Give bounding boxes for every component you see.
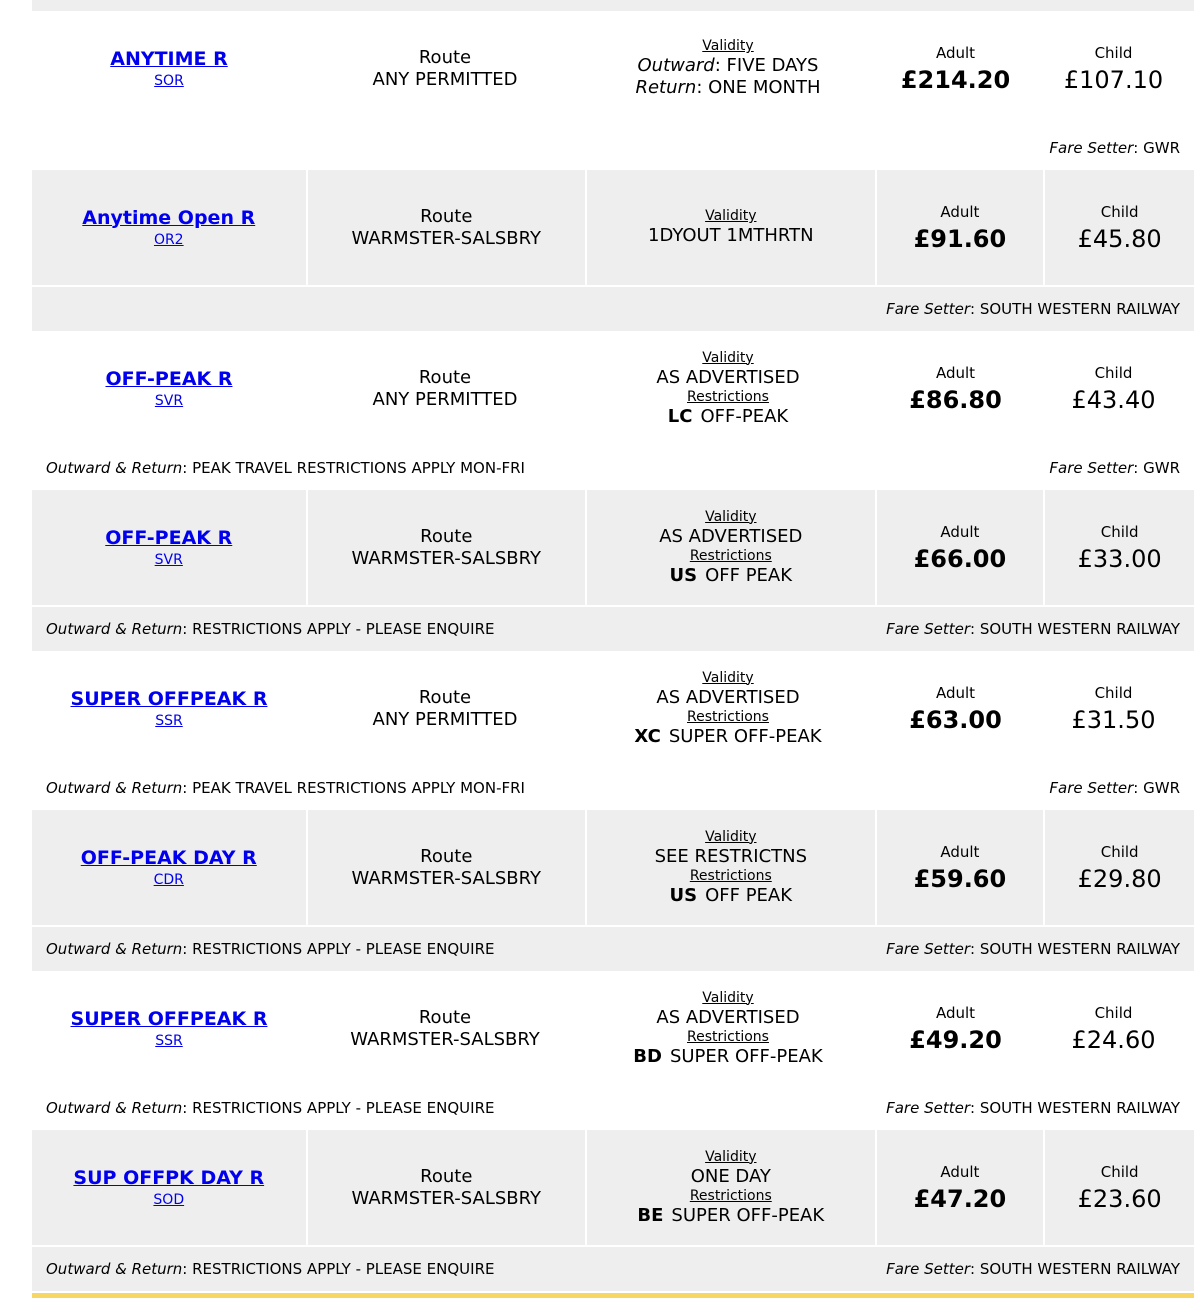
- restriction-code: US: [669, 884, 698, 906]
- fare-setter-label: Fare Setter: [1049, 459, 1134, 477]
- restrictions-label[interactable]: Restrictions: [689, 1187, 772, 1204]
- fare-name-cell: [32, 651, 306, 766]
- child-label: Child: [1094, 1003, 1133, 1022]
- restriction-code: US: [669, 564, 698, 586]
- bottom-bar: [32, 1293, 1194, 1298]
- restrictions-label[interactable]: Restrictions: [687, 388, 769, 405]
- child-price-cell: [1039, 971, 1188, 1086]
- return-value: ONE MONTH: [708, 77, 821, 98]
- adult-label: Adult: [940, 842, 980, 861]
- adult-price: £86.80: [909, 385, 1002, 414]
- route-label: Route: [418, 366, 472, 388]
- restriction: [634, 726, 821, 748]
- note-value: RESTRICTIONS APPLY - PLEASE ENQUIRE: [192, 1099, 495, 1117]
- adult-price: £63.00: [909, 705, 1002, 734]
- child-price-cell: [1043, 490, 1194, 605]
- fare-setter: Fare Setter: SOUTH WESTERN RAILWAY: [886, 300, 1180, 318]
- validity-cell: [584, 331, 872, 446]
- restriction-value: SUPER OFF-PEAK: [669, 1045, 823, 1067]
- fare-name-link[interactable]: Anytime Open R: [82, 206, 256, 229]
- fare-setter-value: GWR: [1143, 139, 1180, 157]
- restrictions-label[interactable]: Restrictions: [689, 547, 772, 564]
- fare-row: [32, 1130, 1194, 1291]
- validity-label: Validity: [702, 38, 754, 54]
- route-value: ANY PERMITTED: [372, 388, 518, 410]
- validity-label: Validity: [705, 1148, 757, 1165]
- outward-value: FIVE DAYS: [726, 55, 819, 76]
- outward-return-label: Outward & Return: [46, 779, 183, 797]
- restriction-code: BD: [633, 1045, 662, 1067]
- route-value: WARMSTER-SALSBRY: [351, 867, 542, 889]
- route-label: Route: [418, 46, 472, 68]
- route-cell: [306, 971, 584, 1086]
- validity-outward: Outward: FIVE DAYS: [637, 55, 819, 76]
- fare-info-bar: [32, 126, 1194, 170]
- restriction-value: OFF PEAK: [705, 884, 793, 906]
- fare-name-link[interactable]: ANYTIME R: [110, 47, 228, 70]
- validity-label: Validity: [702, 989, 754, 1006]
- route-value: ANY PERMITTED: [372, 708, 518, 730]
- fare-code-link[interactable]: SVR: [154, 392, 184, 409]
- restriction: [668, 406, 788, 428]
- adult-label: Adult: [935, 43, 976, 62]
- route-value: WARMSTER-SALSBRY: [351, 1187, 542, 1209]
- fare-name-link[interactable]: OFF-PEAK DAY R: [80, 846, 257, 869]
- fare-setter: Fare Setter: GWR: [1049, 779, 1180, 797]
- route-label: Route: [420, 1165, 473, 1187]
- route-label: Route: [420, 205, 473, 227]
- validity-value: AS ADVERTISED: [656, 366, 800, 388]
- fare-main: [32, 170, 1194, 285]
- validity-label: Validity: [705, 828, 757, 845]
- restriction: [670, 565, 793, 587]
- child-label: Child: [1094, 683, 1133, 702]
- validity-label: Validity: [702, 349, 754, 366]
- fare-row: [32, 490, 1194, 651]
- fare-rows: [32, 11, 1194, 1291]
- validity-cell: [585, 170, 875, 285]
- validity-value: AS ADVERTISED: [659, 525, 803, 547]
- route-label: Route: [420, 845, 473, 867]
- child-price-cell: [1043, 1130, 1194, 1245]
- adult-price-cell: [875, 170, 1044, 285]
- fare-name-link[interactable]: SUPER OFFPEAK R: [70, 687, 268, 710]
- note-slot: Outward & Return: RESTRICTIONS APPLY - PLEASE ENQUIRE: [46, 1260, 495, 1278]
- restriction: [670, 885, 793, 907]
- restrictions-label[interactable]: Restrictions: [687, 708, 769, 725]
- validity-cell: [585, 1130, 875, 1245]
- fare-setter: Fare Setter: GWR: [1049, 139, 1180, 157]
- child-label: Child: [1100, 202, 1139, 221]
- fare-name-link[interactable]: OFF-PEAK R: [105, 526, 233, 549]
- return-label: Return: [635, 77, 697, 98]
- fare-main: [32, 490, 1194, 605]
- adult-price-cell: [872, 11, 1039, 126]
- fare-row: [32, 651, 1194, 810]
- fare-setter-value: GWR: [1143, 779, 1180, 797]
- note-slot: Outward & Return: RESTRICTIONS APPLY - PLEASE ENQUIRE: [46, 1099, 495, 1117]
- child-label: Child: [1094, 363, 1133, 382]
- validity-cell: [584, 11, 872, 126]
- adult-price-cell: [875, 1130, 1044, 1245]
- outward-return-label: Outward & Return: [46, 940, 183, 958]
- fare-setter-label: Fare Setter: [1049, 139, 1134, 157]
- validity-label: Validity: [705, 208, 757, 224]
- fare-code-link[interactable]: SOR: [154, 72, 184, 89]
- adult-price: £49.20: [909, 1025, 1002, 1054]
- fare-setter-value: SOUTH WESTERN RAILWAY: [979, 300, 1180, 318]
- restriction-value: OFF-PEAK: [700, 405, 789, 427]
- child-price: £33.00: [1077, 544, 1162, 573]
- fare-info-bar: [32, 766, 1194, 810]
- fare-name-cell: [32, 810, 306, 925]
- route-cell: [306, 490, 586, 605]
- outward-return-label: Outward & Return: [46, 1260, 183, 1278]
- fare-code-link[interactable]: SOD: [153, 1191, 185, 1208]
- fare-setter-value: SOUTH WESTERN RAILWAY: [979, 1260, 1180, 1278]
- restriction-value: OFF PEAK: [705, 564, 793, 586]
- validity-value: ONE DAY: [690, 1165, 771, 1187]
- child-label: Child: [1100, 842, 1139, 861]
- note-value: RESTRICTIONS APPLY - PLEASE ENQUIRE: [192, 1260, 495, 1278]
- fare-setter: Fare Setter: SOUTH WESTERN RAILWAY: [886, 620, 1180, 638]
- restriction: [633, 1046, 822, 1068]
- route-cell: [306, 1130, 586, 1245]
- restrictions-label[interactable]: Restrictions: [689, 867, 772, 884]
- route-cell: [306, 651, 584, 766]
- child-label: Child: [1100, 522, 1139, 541]
- note-slot: Outward & Return: RESTRICTIONS APPLY - PLEASE ENQUIRE: [46, 940, 495, 958]
- restriction-value: SUPER OFF-PEAK: [668, 725, 822, 747]
- validity-cell: [584, 971, 872, 1086]
- note-slot: Outward & Return: PEAK TRAVEL RESTRICTIONS APPLY MON-FRI: [46, 459, 525, 477]
- fare-row: [32, 11, 1194, 170]
- fare-info-bar: [32, 1247, 1194, 1291]
- outward-label: Outward: [637, 55, 715, 76]
- fare-name-cell: [32, 11, 306, 126]
- fare-code-link[interactable]: SVR: [154, 551, 183, 568]
- top-strip: [32, 0, 1194, 11]
- fare-name-cell: [32, 170, 306, 285]
- adult-label: Adult: [940, 202, 980, 221]
- fares-list: [32, 0, 1194, 1298]
- fare-info-bar: [32, 607, 1194, 651]
- route-value: ANY PERMITTED: [372, 68, 518, 90]
- validity-label: Validity: [702, 669, 754, 686]
- fare-setter-label: Fare Setter: [886, 940, 971, 958]
- fare-setter-label: Fare Setter: [886, 1260, 971, 1278]
- route-cell: [306, 170, 586, 285]
- fare-info-bar: [32, 287, 1194, 331]
- adult-label: Adult: [935, 1003, 976, 1022]
- fare-setter-label: Fare Setter: [886, 300, 971, 318]
- fare-info-bar: [32, 1086, 1194, 1130]
- note-value: RESTRICTIONS APPLY - PLEASE ENQUIRE: [192, 620, 495, 638]
- route-label: Route: [418, 686, 472, 708]
- route-cell: [306, 331, 584, 446]
- fare-setter-label: Fare Setter: [886, 620, 971, 638]
- route-cell: [306, 11, 584, 126]
- note-value: PEAK TRAVEL RESTRICTIONS APPLY MON-FRI: [192, 459, 525, 477]
- child-price-cell: [1039, 11, 1188, 126]
- restriction-code: XC: [634, 725, 661, 747]
- child-price: £43.40: [1071, 385, 1156, 414]
- child-price: £29.80: [1077, 864, 1162, 893]
- fare-setter: Fare Setter: SOUTH WESTERN RAILWAY: [886, 1260, 1180, 1278]
- child-label: Child: [1100, 1162, 1139, 1181]
- validity-return: Return: ONE MONTH: [635, 77, 821, 98]
- fare-row: [32, 170, 1194, 331]
- note-slot: Outward & Return: RESTRICTIONS APPLY - PLEASE ENQUIRE: [46, 620, 495, 638]
- note-value: RESTRICTIONS APPLY - PLEASE ENQUIRE: [192, 940, 495, 958]
- note-value: PEAK TRAVEL RESTRICTIONS APPLY MON-FRI: [192, 779, 525, 797]
- adult-price: £66.00: [913, 544, 1007, 573]
- fare-setter-value: GWR: [1143, 459, 1180, 477]
- child-price: £45.80: [1077, 224, 1162, 253]
- adult-price-cell: [875, 810, 1044, 925]
- restriction-code: LC: [667, 405, 693, 427]
- route-value: WARMSTER-SALSBRY: [350, 1028, 540, 1050]
- route-label: Route: [418, 1006, 472, 1028]
- outward-return-label: Outward & Return: [46, 1099, 183, 1117]
- restriction-value: SUPER OFF-PEAK: [671, 1204, 825, 1226]
- fare-main: [32, 651, 1194, 766]
- fare-setter-value: SOUTH WESTERN RAILWAY: [979, 620, 1180, 638]
- adult-label: Adult: [935, 683, 976, 702]
- child-price-cell: [1043, 810, 1194, 925]
- child-price-cell: [1039, 651, 1188, 766]
- validity-cell: [584, 651, 872, 766]
- fare-name-cell: [32, 490, 306, 605]
- fare-name-cell: [32, 331, 306, 446]
- adult-price-cell: [872, 651, 1039, 766]
- fare-info-bar: [32, 446, 1194, 490]
- restrictions-label[interactable]: Restrictions: [687, 1028, 769, 1045]
- fare-main: [32, 810, 1194, 925]
- child-price: £24.60: [1071, 1025, 1156, 1054]
- fare-name-link[interactable]: OFF-PEAK R: [105, 367, 233, 390]
- note-slot: Outward & Return: PEAK TRAVEL RESTRICTIONS APPLY MON-FRI: [46, 779, 525, 797]
- route-value: WARMSTER-SALSBRY: [351, 227, 542, 249]
- adult-price-cell: [872, 971, 1039, 1086]
- fare-code-link[interactable]: SSR: [155, 1032, 183, 1049]
- route-value: WARMSTER-SALSBRY: [351, 547, 542, 569]
- validity-value: AS ADVERTISED: [656, 1006, 800, 1028]
- child-price-cell: [1039, 331, 1188, 446]
- child-label: Child: [1094, 43, 1133, 62]
- adult-price: £47.20: [913, 1184, 1007, 1213]
- fare-info-bar: [32, 927, 1194, 971]
- fare-main: [32, 11, 1194, 126]
- adult-label: Adult: [935, 363, 976, 382]
- fare-code-link[interactable]: OR2: [153, 231, 184, 248]
- outward-return-label: Outward & Return: [46, 620, 183, 638]
- restriction-code: BE: [637, 1204, 664, 1226]
- restriction: [637, 1205, 824, 1227]
- fare-name-cell: [32, 971, 306, 1086]
- child-price-cell: [1043, 170, 1194, 285]
- child-price: £23.60: [1077, 1184, 1162, 1213]
- validity-value: 1DYOUT 1MTHRTN: [648, 225, 814, 246]
- validity-label: Validity: [705, 508, 757, 525]
- adult-price: £91.60: [913, 224, 1007, 253]
- fare-main: [32, 971, 1194, 1086]
- fare-setter: Fare Setter: SOUTH WESTERN RAILWAY: [886, 940, 1180, 958]
- route-label: Route: [420, 525, 473, 547]
- fare-name-cell: [32, 1130, 306, 1245]
- route-cell: [306, 810, 586, 925]
- fare-row: [32, 971, 1194, 1130]
- adult-label: Adult: [940, 522, 980, 541]
- adult-price: £59.60: [913, 864, 1007, 893]
- fare-row: [32, 331, 1194, 490]
- child-price: £31.50: [1071, 705, 1156, 734]
- fare-name-link[interactable]: SUP OFFPK DAY R: [73, 1166, 265, 1189]
- validity-value: AS ADVERTISED: [656, 686, 800, 708]
- fare-code-link[interactable]: CDR: [153, 871, 184, 888]
- outward-return-label: Outward & Return: [46, 459, 183, 477]
- adult-price: £214.20: [900, 65, 1011, 94]
- fare-name-link[interactable]: SUPER OFFPEAK R: [70, 1007, 268, 1030]
- fare-setter-value: SOUTH WESTERN RAILWAY: [979, 940, 1180, 958]
- validity-value: SEE RESTRICTNS: [654, 845, 808, 867]
- fare-setter-label: Fare Setter: [886, 1099, 971, 1117]
- validity-cell: [585, 490, 875, 605]
- fare-code-link[interactable]: SSR: [155, 712, 183, 729]
- child-price: £107.10: [1063, 65, 1164, 94]
- validity-cell: [585, 810, 875, 925]
- fare-setter-value: SOUTH WESTERN RAILWAY: [979, 1099, 1180, 1117]
- fare-setter: Fare Setter: SOUTH WESTERN RAILWAY: [886, 1099, 1180, 1117]
- adult-label: Adult: [940, 1162, 980, 1181]
- fare-main: [32, 1130, 1194, 1245]
- adult-price-cell: [872, 331, 1039, 446]
- adult-price-cell: [875, 490, 1044, 605]
- fare-setter-label: Fare Setter: [1049, 779, 1134, 797]
- fare-row: [32, 810, 1194, 971]
- fare-main: [32, 331, 1194, 446]
- fare-setter: Fare Setter: GWR: [1049, 459, 1180, 477]
